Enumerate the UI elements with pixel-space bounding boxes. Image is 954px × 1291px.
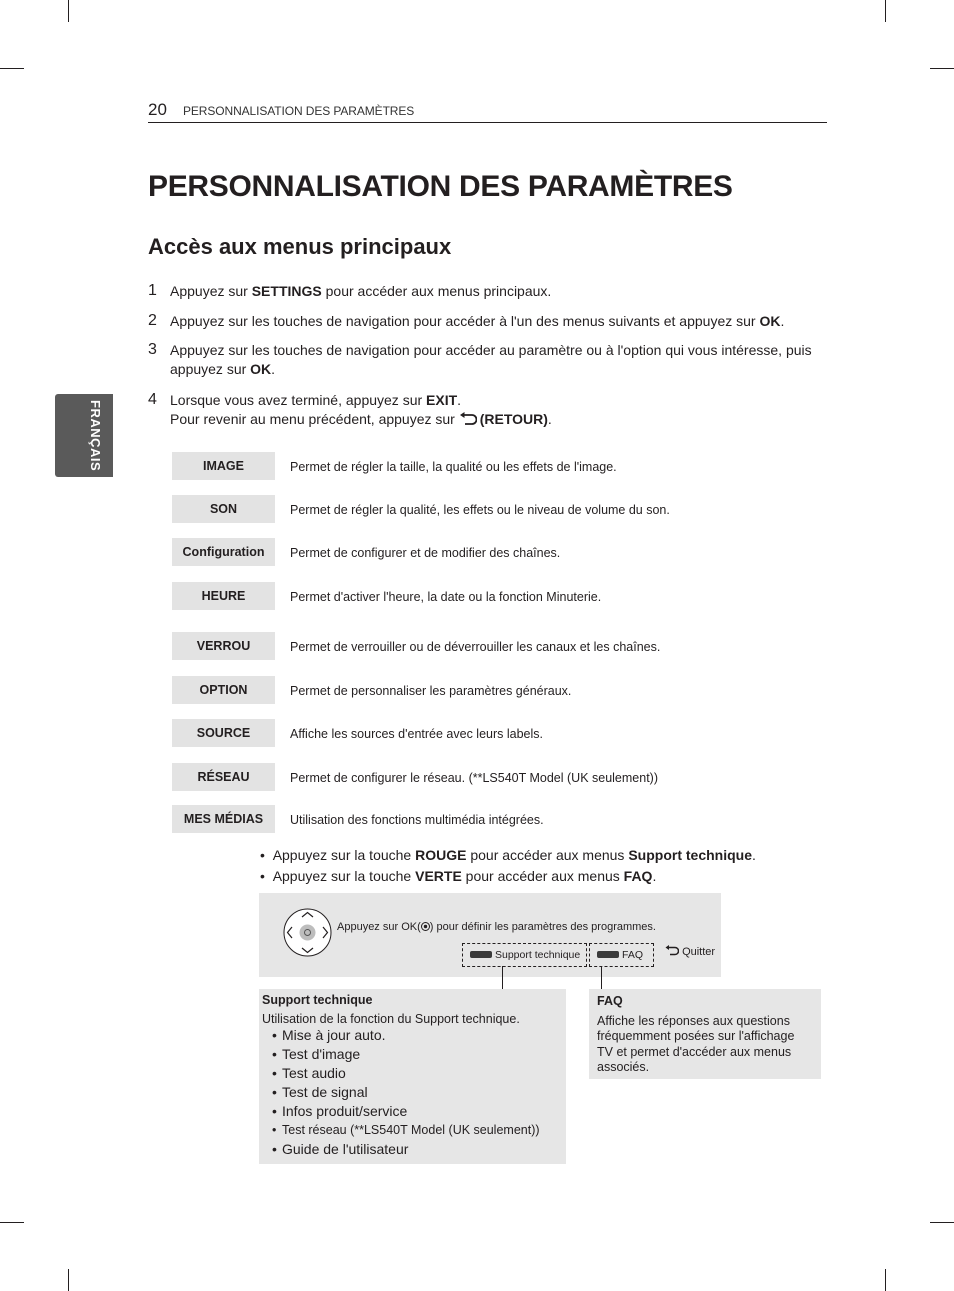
- language-tab: [55, 394, 113, 477]
- menu-label: VERROU: [172, 632, 275, 660]
- bullet-menu: FAQ: [623, 868, 653, 884]
- crop-mark: [0, 1222, 24, 1223]
- step-3: [148, 341, 838, 379]
- menu-label: MES MÉDIAS: [172, 805, 275, 833]
- crop-mark: [0, 68, 24, 69]
- connector-line: [601, 966, 602, 989]
- step-1: [148, 282, 838, 301]
- green-key-icon: [597, 951, 619, 958]
- faq-panel-title: FAQ: [597, 994, 623, 1008]
- support-panel-intro: Utilisation de la fonction du Support technique.: [262, 1012, 520, 1026]
- section-heading: Accès aux menus principaux: [148, 234, 452, 259]
- menu-description: Permet de configurer et de modifier des chaînes.: [290, 546, 561, 560]
- step-number: 2: [148, 312, 157, 329]
- crop-mark: [68, 1269, 69, 1291]
- crop-mark: [930, 68, 954, 69]
- faq-panel-text: Affiche les réponses aux questions fréquemment posées sur l'affichage TV et permet d'accéder aux menus associés.: [597, 1013, 795, 1074]
- step-text: Lorsque vous avez terminé, appuyez sur: [170, 392, 427, 408]
- menu-row-son: [172, 495, 772, 523]
- menu-description: Permet d'activer l'heure, la date ou la fonction Minuterie.: [290, 590, 602, 604]
- menu-description: Utilisation des fonctions multimédia intégrées.: [290, 813, 544, 827]
- bullet-key: ROUGE: [415, 847, 467, 863]
- menu-description: Permet de personnaliser les paramètres généraux.: [290, 684, 572, 698]
- osd-instruction-text: Appuyez sur OK(: [337, 921, 421, 933]
- connector-line: [502, 966, 503, 989]
- green-key-hint: [589, 943, 654, 967]
- menu-label: SON: [172, 495, 275, 523]
- bullet-text: Appuyez sur la touche: [272, 847, 416, 863]
- step-key: EXIT: [426, 392, 458, 408]
- support-list: [272, 1026, 563, 1159]
- step-text-end: .: [547, 411, 552, 427]
- menu-row-verrou: [172, 632, 772, 660]
- bullet-red-key: • Appuyez sur la touche ROUGE pour accéder aux menus Support technique.: [260, 847, 756, 863]
- menu-description: Permet de verrouiller ou de déverrouiller les canaux et les chaînes.: [290, 640, 661, 654]
- red-key-icon: [470, 951, 492, 958]
- page-number: 20: [148, 100, 167, 119]
- step-text: Pour revenir au menu précédent, appuyez sur: [170, 411, 459, 427]
- step-key: OK: [250, 361, 272, 377]
- faq-panel: [589, 989, 821, 1079]
- language-tab-label: FRANÇAIS: [88, 400, 103, 472]
- step-text: .: [271, 361, 276, 377]
- crop-mark: [885, 1269, 886, 1291]
- running-title: PERSONNALISATION DES PARAMÈTRES: [183, 104, 415, 118]
- menu-description: Affiche les sources d'entrée avec leurs labels.: [290, 727, 543, 741]
- list-item: • Test audio: [272, 1064, 563, 1083]
- crop-mark: [885, 0, 886, 22]
- step-text: pour accéder aux menus principaux.: [321, 283, 552, 299]
- navigation-pad-icon: [283, 908, 332, 957]
- menu-description: Permet de régler la qualité, les effets ou le niveau de volume du son.: [290, 503, 670, 517]
- menu-row-reseau: [172, 763, 772, 791]
- list-item: • Guide de l'utilisateur: [272, 1140, 563, 1159]
- bullet-menu: Support technique: [628, 847, 752, 863]
- crop-mark: [68, 0, 69, 22]
- menu-label: SOURCE: [172, 719, 275, 747]
- step-text: Appuyez sur les touches de navigation pour accéder à l'un des menus suivants et appuyez sur: [170, 313, 760, 329]
- list-item: • Test de signal: [272, 1083, 563, 1102]
- step-number: 3: [148, 341, 157, 358]
- step-key: OK: [759, 313, 781, 329]
- menu-label: IMAGE: [172, 452, 275, 480]
- support-panel-title: Support technique: [262, 993, 373, 1007]
- menu-description: Permet de configurer le réseau. (**LS540T Model (UK seulement)): [290, 771, 658, 785]
- page-header: [148, 100, 827, 123]
- osd-instruction: [337, 921, 656, 933]
- list-item: • Test réseau (**LS540T Model (UK seulement)): [272, 1121, 563, 1140]
- step-4: [148, 391, 838, 431]
- menu-row-mes-medias: [172, 805, 772, 833]
- step-key: SETTINGS: [251, 283, 322, 299]
- menu-row-option: [172, 676, 772, 704]
- menu-label: HEURE: [172, 582, 275, 610]
- menu-row-heure: [172, 582, 772, 610]
- menu-row-source: [172, 719, 772, 747]
- bullet-text: pour accéder aux menus: [461, 868, 624, 884]
- menu-label: RÉSEAU: [172, 763, 275, 791]
- bullet-text: pour accéder aux menus: [466, 847, 629, 863]
- menu-description: Permet de régler la taille, la qualité ou les effets de l'image.: [290, 460, 617, 474]
- step-text: Appuyez sur les touches de navigation pour accéder au paramètre ou à l'option qui vous intéresse, puis appuyez sur: [170, 342, 812, 377]
- bullet-text: .: [752, 847, 756, 863]
- bullet-text: .: [652, 868, 657, 884]
- quit-label: Quitter: [682, 946, 716, 958]
- return-icon: [459, 412, 477, 431]
- osd-instruction-text: ) pour définir les paramètres des programmes.: [429, 921, 656, 933]
- quit-hint: [665, 945, 715, 958]
- bullet-text: Appuyez sur la touche: [272, 868, 416, 884]
- menu-label: Configuration: [172, 538, 275, 566]
- step-key: (RETOUR): [479, 411, 548, 427]
- page-title: PERSONNALISATION DES PARAMÈTRES: [148, 170, 733, 203]
- red-key-hint: [462, 943, 587, 967]
- step-number: 4: [148, 391, 157, 408]
- menu-row-image: [172, 452, 772, 480]
- menu-label: OPTION: [172, 676, 275, 704]
- step-number: 1: [148, 282, 157, 299]
- list-item: • Infos produit/service: [272, 1102, 563, 1121]
- step-text: .: [457, 392, 462, 408]
- green-key-label: FAQ: [622, 949, 644, 961]
- list-item: • Mise à jour auto.: [272, 1026, 563, 1045]
- step-text: Appuyez sur: [170, 283, 252, 299]
- crop-mark: [930, 1222, 954, 1223]
- bullet-key: VERTE: [415, 868, 462, 884]
- ok-icon: [421, 922, 430, 931]
- bullet-green-key: • Appuyez sur la touche VERTE pour accéder aux menus FAQ.: [260, 868, 657, 884]
- red-key-label: Support technique: [495, 949, 581, 961]
- list-item: • Test d'image: [272, 1045, 563, 1064]
- osd-panel: [259, 893, 721, 977]
- menu-row-configuration: [172, 538, 772, 566]
- support-panel: [259, 989, 566, 1164]
- step-text: .: [780, 313, 785, 329]
- return-icon: [665, 945, 679, 956]
- step-2: [148, 312, 838, 331]
